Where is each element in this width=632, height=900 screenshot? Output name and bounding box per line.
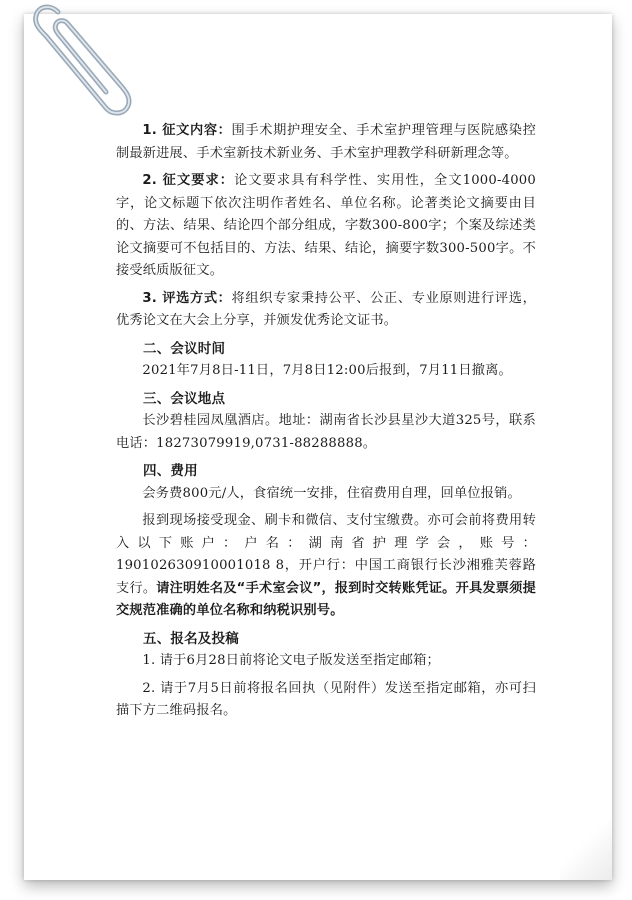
essay-content-text: 围手术期护理安全、手术室护理管理与医院感染控制最新进展、手术室新技术新业务、手术室护理教学科研新理念等。 [116, 123, 536, 161]
signup-text-2: 2. 请于7月5日前将报名回执（见附件）发送至指定邮箱，亦可扫描下方二维码报名。 [116, 680, 536, 718]
paragraph-essay-content [116, 120, 536, 165]
heading-meeting-venue: 三、会议地点 [143, 390, 226, 407]
heading-signup: 五、报名及投稿 [143, 630, 239, 647]
paragraph-selection-method [116, 288, 536, 333]
essay-content-label: 1. 征文内容： [142, 123, 232, 138]
heading-fees: 四、费用 [143, 463, 198, 479]
selection-method-text: 将组织专家秉持公平、公正、专业原则进行评选，优秀论文在大会上分享，并颁发优秀论文证书。 [116, 290, 536, 328]
heading-meeting-time: 二、会议时间 [143, 340, 226, 357]
essay-requirements-label: 2. 征文要求： [142, 173, 235, 188]
fees-payment-text: 报到现场接受现金、刷卡和微信、支付宝缴费。亦可会前将费用转入以下账户：户名：湖南省护理学会，账号：190102630910001018 8，开户行：中国工商银行长沙湘雅芙蓉路支行。 [116, 513, 536, 596]
document-body [116, 120, 536, 723]
fees-text-2 [116, 510, 536, 623]
meeting-venue-text: 长沙碧桂园凤凰酒店。地址：湖南省长沙县星沙大道325号，联系电话：18273079919,0731-88288888。 [116, 413, 536, 451]
signup-text-1: 1. 请于6月28日前将论文电子版发送至指定邮箱； [142, 653, 440, 668]
fees-text-1: 会务费800元/人，食宿统一安排，住宿费用自理，回单位报销。 [142, 485, 521, 501]
paperclip-icon [28, 0, 138, 120]
essay-requirements-text: 论文要求具有科学性、实用性，全文1000-4000字，论文标题下依次注明作者姓名、单位名称。论著类论文摘要由目的、方法、结果、结论四个部分组成，字数300-800字；个案及综述类论文摘要可不包括目的、方法、结果、结论，摘要字数300-500字。不接受纸质版征文。 [116, 173, 536, 278]
fees-notice-bold: 请注明姓名及“手术室会议”，报到时交转账凭证。开具发票须提交规范准确的单位名称和纳税识别号。 [116, 580, 536, 618]
meeting-time-text: 2021年7月8日-11日，7月8日12:00后报到，7月11日撤离。 [142, 363, 512, 378]
selection-method-label: 3. 评选方式： [142, 290, 232, 306]
page-curl-shadow [560, 820, 612, 880]
paragraph-essay-requirements [116, 170, 536, 283]
